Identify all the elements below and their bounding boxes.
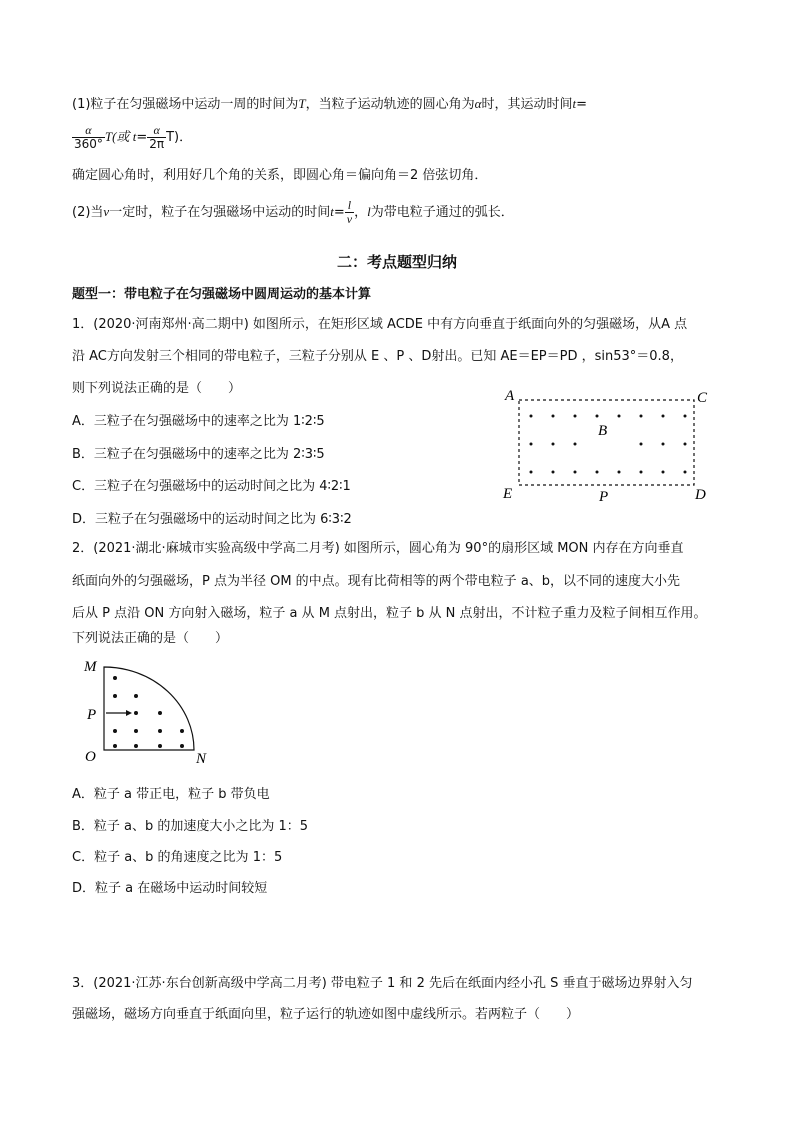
q3-stem-line2: 强磁场，磁场方向垂直于纸面向里，粒子运行的轨迹如图中虚线所示。若两粒子（ ） [72, 1007, 580, 1022]
section-title: 二：考点题型归纳 [336, 253, 457, 271]
field-dot [530, 415, 533, 418]
field-dot [640, 443, 643, 446]
q1-rectangle-figure [495, 382, 720, 507]
field-dot [552, 471, 555, 474]
field-dot [134, 729, 138, 733]
field-dot [134, 711, 138, 715]
field-dot [574, 443, 577, 446]
q2-option-b: B．粒子 a、b 的加速度大小之比为 1：5 [72, 819, 309, 834]
q1-stem-line2: 沿 AC方向发射三个相同的带电粒子，三粒子分别从 E 、P 、D射出。已知 AE＝EP＝PD ，sin53°＝0.8， [72, 349, 683, 364]
sector-field-dots [113, 676, 184, 748]
q2-stem-line3: 后从 P 点沿 ON 方向射入磁场，粒子 a 从 M 点射出，粒子 b 从 N 点射出，不计粒子重力及粒子间相互作用。 [72, 606, 707, 621]
formula-time-expression: $\frac{\alpha}{360^\circ}$ T(或 t= $\frac{\alpha}{2\pi}$ T)． [74, 123, 193, 151]
field-dot [618, 415, 621, 418]
field-dot [134, 694, 138, 698]
fraction-alpha-2pi: $\frac{\alpha}{2\pi}$ [149, 123, 165, 151]
label-N: N [196, 751, 207, 767]
field-dot [158, 711, 162, 715]
field-dot [530, 471, 533, 474]
field-dot [530, 443, 533, 446]
field-dot [113, 744, 117, 748]
field-dot [134, 744, 138, 748]
q1-option-c: C．三粒子在匀强磁场中的运动时间之比为 4∶2∶1 [72, 479, 351, 494]
q2-option-a: A．粒子 a 带正电，粒子 b 带负电 [72, 787, 270, 802]
q2-option-c: C．粒子 a、b 的角速度之比为 1：5 [72, 850, 283, 865]
arrow-head-icon [126, 710, 132, 716]
fraction-l-v: $\frac{l}{v}$ [346, 198, 353, 226]
q2-option-d: D．粒子 a 在磁场中运动时间较短 [72, 881, 268, 896]
label-B: B [598, 423, 608, 439]
field-dot [552, 443, 555, 446]
q2-stem-line1: 2．(2021·湖北·麻城市实验高级中学高二月考) 如图所示，圆心角为 90°的扇形区域 MON 内存在方向垂直 [72, 541, 684, 556]
field-dot [180, 729, 184, 733]
field-dot [113, 729, 117, 733]
q2-stem-line2: 纸面向外的匀强磁场，P 点为半径 OM 的中点。现有比荷相等的两个带电粒子 a、b，以不同的速度大小先 [72, 574, 681, 589]
field-dot [574, 415, 577, 418]
field-dot [662, 471, 665, 474]
label-D: D [695, 487, 706, 503]
formula-paragraph-1: (1)粒子在匀强磁场中运动一周的时间为T，当粒子运动轨迹的圆心角为α时，其运动时间t= [72, 96, 588, 112]
type1-heading: 题型一：带电粒子在匀强磁场中圆周运动的基本计算 [72, 287, 372, 302]
field-dot [662, 443, 665, 446]
label-O: O [85, 749, 96, 765]
q2-sector-figure [82, 655, 217, 767]
q1-option-d: D．三粒子在匀强磁场中的运动时间之比为 6∶3∶2 [72, 512, 352, 527]
label-P: P [87, 707, 97, 723]
label-M: M [84, 659, 97, 675]
q2-stem-line4: 下列说法正确的是（ ） [72, 631, 229, 646]
fraction-alpha-360: $\frac{\alpha}{360^\circ}$ [74, 123, 103, 151]
field-dot [113, 676, 117, 680]
label-E: E [503, 486, 513, 502]
field-dot [684, 443, 687, 446]
label-P: P [599, 489, 609, 505]
label-A: A [505, 388, 515, 404]
field-dot [640, 471, 643, 474]
field-dot [640, 415, 643, 418]
q1-option-b: B．三粒子在匀强磁场中的速率之比为 2∶3∶5 [72, 447, 325, 462]
field-dot [596, 471, 599, 474]
field-dot [158, 729, 162, 733]
field-dot [158, 744, 162, 748]
field-dot [596, 415, 599, 418]
q1-option-a: A．三粒子在匀强磁场中的速率之比为 1∶2∶5 [72, 414, 325, 429]
field-dot [684, 415, 687, 418]
magnetic-field-dots [530, 415, 687, 474]
field-dot [574, 471, 577, 474]
label-C: C [697, 390, 708, 406]
q1-stem-line1: 1．(2020·河南郑州·高二期中) 如图所示，在矩形区域 ACDE 中有方向垂直于纸面向外的匀强磁场，从A 点 [72, 317, 688, 332]
q1-stem-line3: 则下列说法正确的是（ ） [72, 381, 242, 396]
field-dot [662, 415, 665, 418]
field-dot [552, 415, 555, 418]
angle-relation-paragraph: 确定圆心角时，利用好几个角的关系，即圆心角＝偏向角＝2 倍弦切角． [72, 168, 488, 183]
q3-stem-line1: 3．(2021·江苏·东台创新高级中学高二月考) 带电粒子 1 和 2 先后在纸面内经小孔 S 垂直于磁场边界射入匀 [72, 976, 693, 991]
field-dot [180, 744, 184, 748]
sector-boundary [104, 667, 194, 750]
field-dot [618, 471, 621, 474]
field-dot [113, 694, 117, 698]
rectangle-field-boundary [519, 400, 694, 485]
field-dot [684, 471, 687, 474]
formula-paragraph-2: (2)当v一定时，粒子在匀强磁场中运动的时间t= $\frac{l}{v}$ ，l为带电粒子通过的弧长． [72, 198, 514, 226]
